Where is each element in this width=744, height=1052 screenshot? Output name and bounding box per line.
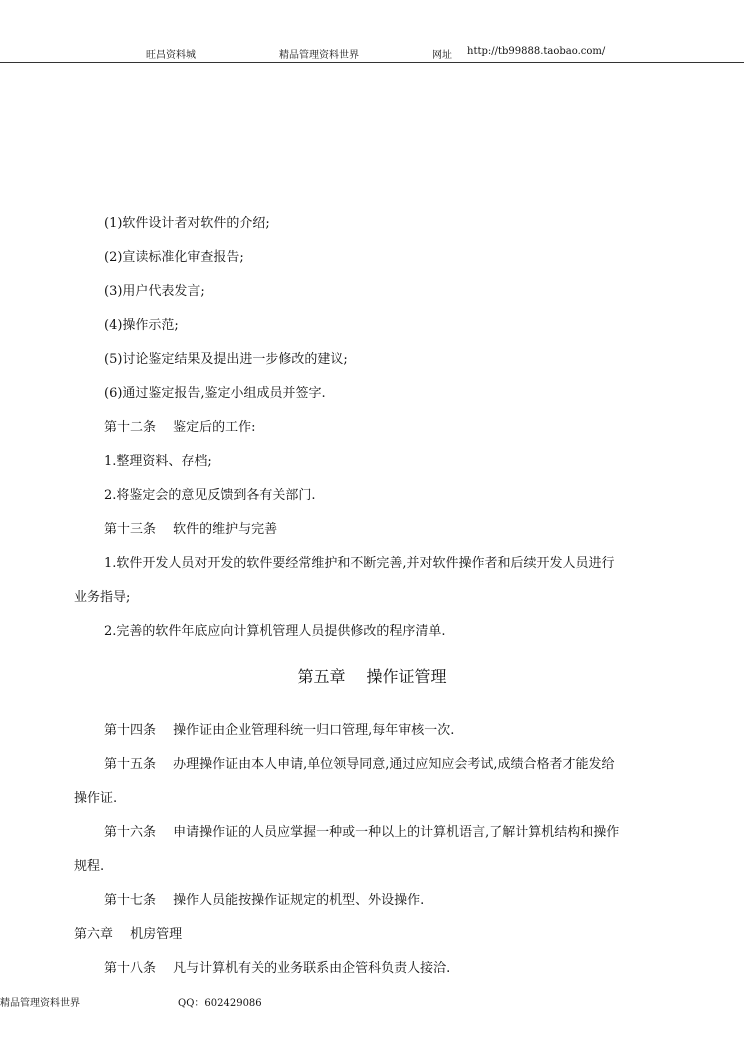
paragraph-line: 1.软件开发人员对开发的软件要经常维护和不断完善,并对软件操作者和后续开发人员进行: [104, 556, 615, 571]
article-15: 第十五条 办理操作证由本人申请,单位领导同意,通过应知应会考试,成绩合格者才能发给: [104, 757, 615, 772]
header-left-text: 旺昌资料城: [146, 50, 196, 61]
header-url-label: 网址: [432, 50, 452, 61]
article-14: 第十四条 操作证由企业管理科统一归口管理,每年审核一次.: [104, 723, 455, 738]
article-12: 第十二条 鉴定后的工作:: [104, 420, 256, 435]
paragraph-line: 规程.: [74, 859, 105, 874]
article-17: 第十七条 操作人员能按操作证规定的机型、外设操作.: [104, 893, 425, 908]
chapter-five-title: 第五章 操作证管理: [297, 667, 447, 686]
list-item: 2.将鉴定会的意见反馈到各有关部门.: [104, 488, 316, 503]
chapter-six-title: 第六章 机房管理: [74, 927, 183, 942]
list-item: (3)用户代表发言;: [104, 284, 205, 299]
list-item: (4)操作示范;: [104, 318, 179, 333]
list-item: (5)讨论鉴定结果及提出进一步修改的建议;: [104, 352, 348, 367]
header-url[interactable]: http://tb99888.taobao.com/: [467, 46, 606, 57]
footer-qq: QQ：602429086: [178, 998, 262, 1009]
article-13: 第十三条 软件的维护与完善: [104, 522, 278, 537]
list-item: (2)宣读标准化审查报告;: [104, 250, 244, 265]
list-item: (1)软件设计者对软件的介绍;: [104, 216, 270, 231]
list-item: (6)通过鉴定报告,鉴定小组成员并签字.: [104, 386, 326, 401]
header-middle-text: 精品管理资料世界: [279, 50, 359, 61]
paragraph-line: 操作证.: [74, 791, 118, 806]
list-item: 1.整理资料、存档;: [104, 454, 212, 469]
article-16: 第十六条 申请操作证的人员应掌握一种或一种以上的计算机语言,了解计算机结构和操作: [104, 825, 620, 840]
paragraph-line: 业务指导;: [74, 590, 131, 605]
article-18: 第十八条 凡与计算机有关的业务联系由企管科负责人接洽.: [104, 961, 451, 976]
page-header: [0, 44, 744, 63]
list-item: 2.完善的软件年底应向计算机管理人员提供修改的程序清单.: [104, 624, 446, 639]
footer-left-text: 精品管理资料世界: [0, 998, 80, 1009]
